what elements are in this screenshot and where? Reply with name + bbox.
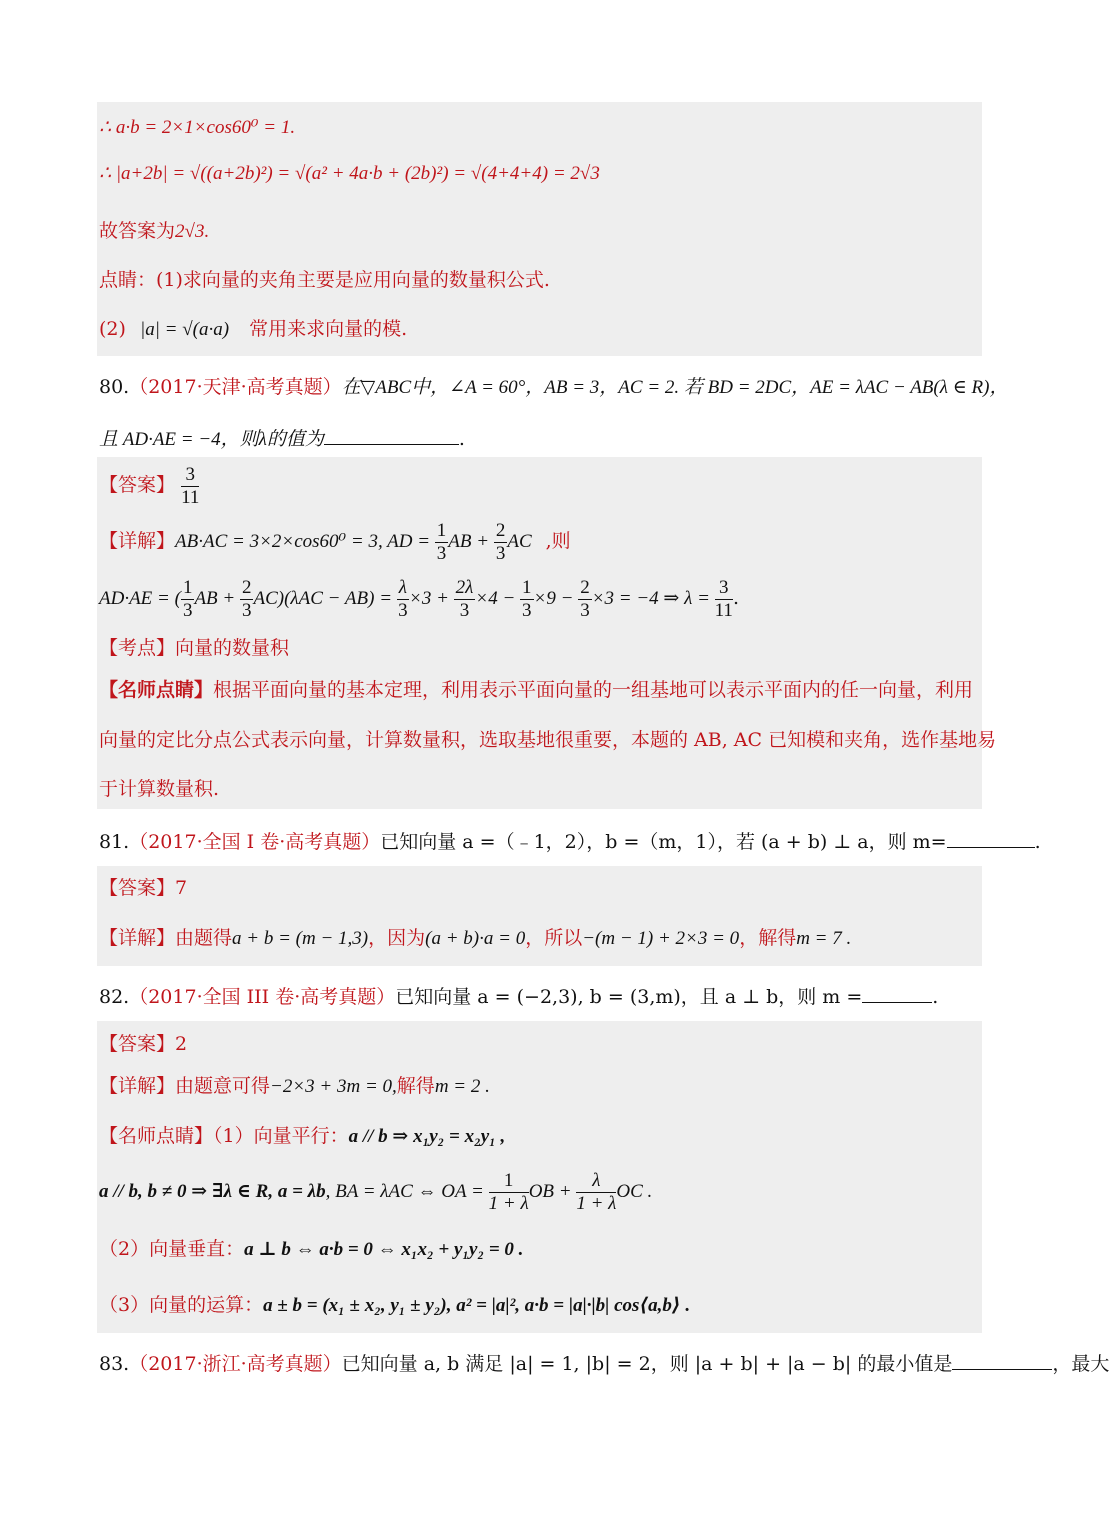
q82-tip-line-3: （2）向量垂直：a ⊥ b ⇔ a·b = 0 ⇔ x₁x₂ + y₁y₂ = 0 . xyxy=(99,1238,524,1260)
prev-answer: 故答案为2√3. xyxy=(99,220,210,242)
q80-tip-line-3: 于计算数量积. xyxy=(99,778,220,800)
q81-stem: 81.（2017·全国 I 卷·高考真题）已知向量 a =（﹣1，2），b =（m，1），若 (a + b) ⊥ a，则 m= . xyxy=(99,827,1041,855)
q82-tip-line-1: 【名师点睛】（1）向量平行：a // b ⇒ x₁y₂ = x₂y₁ , xyxy=(99,1125,506,1147)
q82-detail: 【详解】由题意可得−2×3 + 3m = 0,解得m = 2 . xyxy=(99,1075,490,1097)
answer-label: 【答案】 xyxy=(99,474,176,496)
prev-tip-1: 点睛：(1)求向量的夹角主要是应用向量的数量积公式. xyxy=(99,269,550,291)
prev-tip-2: (2) |a| = √(a·a) 常用来求向量的模. xyxy=(99,318,408,340)
q80-tip-line-1: 【名师点睛】根据平面向量的基本定理，利用表示平面向量的一组基地可以表示平面内的任一向量，利用 xyxy=(99,679,974,701)
prev-step-1: ∴ a·b = 2×1×cos60⁰ = 1. xyxy=(99,117,296,138)
answer-blank xyxy=(952,1349,1052,1370)
q80-stem-line-1: 80.（2017·天津·高考真题）在▽ABC中，∠A = 60°，AB = 3，AC = 2. 若 BD = 2DC，AE = λAC − AB(λ ∈ R)， xyxy=(99,376,1009,398)
answer-blank xyxy=(862,982,932,1003)
question-number: 80. xyxy=(99,376,130,398)
q80-answer xyxy=(99,462,199,509)
q80-detail-line-2: AD·AE = ( $\frac{1}{3}$ AB + $\frac{2}{3}$ AC)(λAC − AB) = $\frac{\lambda}{3}$ ×3 + $\frac{2\lambda}{3}$ ×4 − $\frac{1}{3}$ ×9 − $\frac{2}{3}$ ×3 = −4 ⇒ λ = $\frac{3}{11}$ . xyxy=(99,576,739,621)
prev-step-2: ∴ |a+2b| = √((a+2b)²) = √(a² + 4a·b + (2b)²) = √(4+4+4) = 2√3 xyxy=(99,163,600,184)
detail-label: 【详解】 xyxy=(99,530,176,552)
q82-stem: 82.（2017·全国 III 卷·高考真题）已知向量 a = (−2,3), b = (3,m)，且 a ⊥ b，则 m = . xyxy=(99,982,938,1010)
q82-answer: 【答案】2 xyxy=(99,1033,188,1055)
question-source: （2017·天津·高考真题） xyxy=(129,376,342,398)
solution-box-80 xyxy=(97,457,982,809)
q81-answer: 【答案】7 xyxy=(99,877,188,899)
q80-stem-line-2: 且 AD·AE = −4，则λ的值为 . xyxy=(99,424,465,453)
q80-detail-line-1: 【详解】AB·AC = 3×2×cos60⁰ = 3, AD = $\frac{1}{3}$ AB + $\frac{2}{3}$ AC ,则 xyxy=(99,519,571,564)
answer-blank xyxy=(324,424,459,445)
answer-blank xyxy=(947,827,1035,848)
q80-tip-line-2: 向量的定比分点公式表示向量，计算数量积，选取基地很重要，本题的 AB, AC 已知模和夹角，选作基地易 xyxy=(99,729,997,751)
q81-detail: 【详解】由题得a + b = (m − 1,3)，因为(a + b)·a = 0，所以−(m − 1) + 2×3 = 0，解得m = 7 . xyxy=(99,927,852,949)
q83-stem: 83.（2017·浙江·高考真题）已知向量 a, b 满足 |a| = 1, |b| = 2，则 |a + b| + |a − b| 的最小值是 ，最大 xyxy=(99,1349,1109,1377)
q80-kaodian: 【考点】向量的数量积 xyxy=(99,637,290,659)
q82-tip-line-4: （3）向量的运算：a ± b = (x₁ ± x₂, y₁ ± y₂), a² = |a|², a·b = |a|·|b| cos⟨a,b⟩ . xyxy=(99,1294,691,1316)
q82-tip-line-2: a // b, b ≠ 0 ⇒ ∃λ ∈ R, a = λb, BA = λAC ⇔ OA = $\frac{1}{1 + \lambda}$ OB + $\frac{\lambda}{1 + \lambda}$ OC . xyxy=(99,1169,653,1214)
answer-fraction: $\frac{3}{11}$ xyxy=(181,463,200,508)
